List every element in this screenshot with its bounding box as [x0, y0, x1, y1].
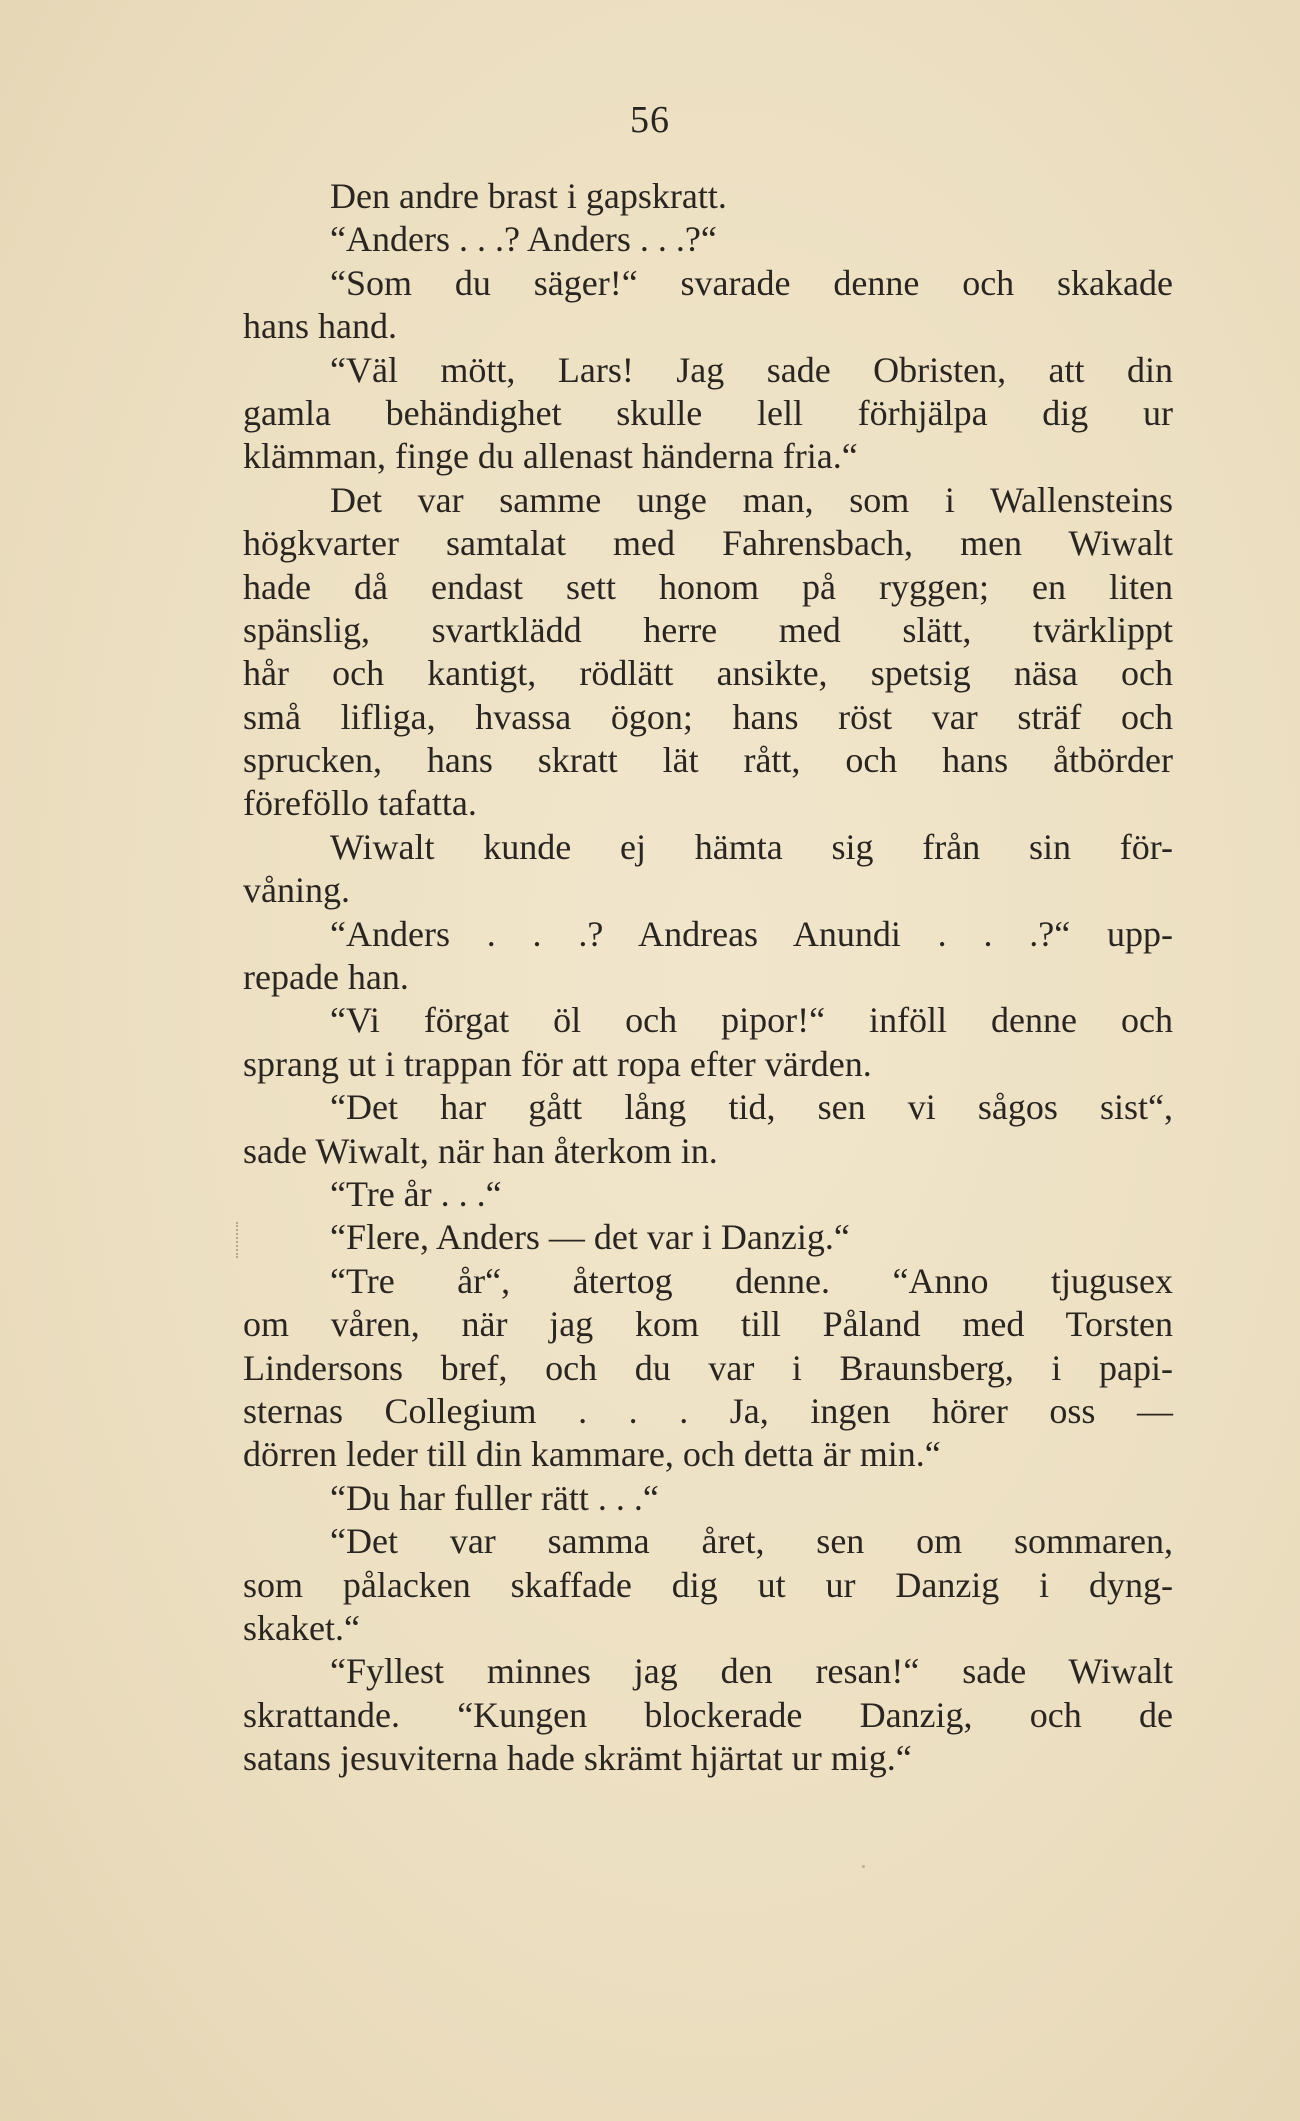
text-line: gamla behändighet skulle lell förhjälpa dig ur: [243, 392, 1173, 433]
text-line: “Tre år“, återtog denne. “Anno tjugusex: [330, 1260, 1173, 1301]
text-line: skaket.“: [243, 1607, 360, 1648]
text-line: sprang ut i trappan för att ropa efter värden.: [243, 1043, 872, 1084]
text-line: “Väl mött, Lars! Jag sade Obristen, att din: [330, 349, 1173, 390]
text-line: “Flere, Anders — det var i Danzig.“: [330, 1217, 850, 1258]
text-line: spänslig, svartklädd herre med slätt, tvärklippt: [243, 609, 1173, 650]
text-line: “Som du säger!“ svarade denne och skakade: [330, 262, 1173, 303]
text-line: Lindersons bref, och du var i Braunsberg, i papi-: [243, 1347, 1173, 1388]
body-text: [243, 175, 1173, 1780]
text-line: “Det har gått lång tid, sen vi sågos sist“,: [330, 1087, 1173, 1128]
text-line: som pålacken skaffade dig ut ur Danzig i dyng-: [243, 1564, 1173, 1605]
text-line: “Anders . . .? Anders . . .?“: [330, 219, 717, 260]
text-line: sade Wiwalt, när han återkom in.: [243, 1130, 718, 1171]
text-line: Wiwalt kunde ej hämta sig från sin för-: [330, 826, 1173, 867]
text-line: “Vi förgat öl och pipor!“ inföll denne och: [330, 1000, 1173, 1041]
text-line: repade han.: [243, 957, 409, 998]
paper-speck: [862, 1865, 865, 1868]
page-number: 56: [630, 99, 670, 141]
text-line: sprucken, hans skratt lät rått, och hans åtbörder: [243, 740, 1173, 781]
text-line: klämman, finge du allenast händerna fria.“: [243, 436, 858, 477]
text-line: hans hand.: [243, 306, 397, 347]
margin-pencil-mark: [236, 1222, 242, 1258]
text-line: Det var samme unge man, som i Wallensteins: [330, 479, 1173, 520]
text-line: skrattande. “Kungen blockerade Danzig, och de: [243, 1694, 1173, 1735]
text-line: små lifliga, hvassa ögon; hans röst var sträf och: [243, 696, 1173, 737]
text-line: föreföllo tafatta.: [243, 783, 477, 824]
text-line: Den andre brast i gapskratt.: [330, 176, 727, 216]
text-line: om våren, när jag kom till Påland med Torsten: [243, 1304, 1173, 1345]
text-line: dörren leder till din kammare, och detta är min.“: [243, 1434, 941, 1475]
text-line: högkvarter samtalat med Fahrensbach, men Wiwalt: [243, 523, 1173, 564]
text-line: “Fyllest minnes jag den resan!“ sade Wiwalt: [330, 1651, 1173, 1692]
text-line: hår och kantigt, rödlätt ansikte, spetsig näsa och: [243, 653, 1173, 694]
text-line: satans jesuviterna hade skrämt hjärtat ur mig.“: [243, 1738, 912, 1779]
text-line: våning.: [243, 870, 350, 911]
text-line: hade då endast sett honom på ryggen; en liten: [243, 566, 1173, 607]
text-line: “Anders . . .? Andreas Anundi . . .?“ upp-: [330, 913, 1173, 954]
text-line: “Det var samma året, sen om sommaren,: [330, 1521, 1173, 1562]
text-line: sternas Collegium . . . Ja, ingen hörer oss —: [243, 1390, 1173, 1431]
text-line: “Tre år . . .“: [330, 1173, 502, 1214]
text-line: “Du har fuller rätt . . .“: [330, 1477, 659, 1518]
